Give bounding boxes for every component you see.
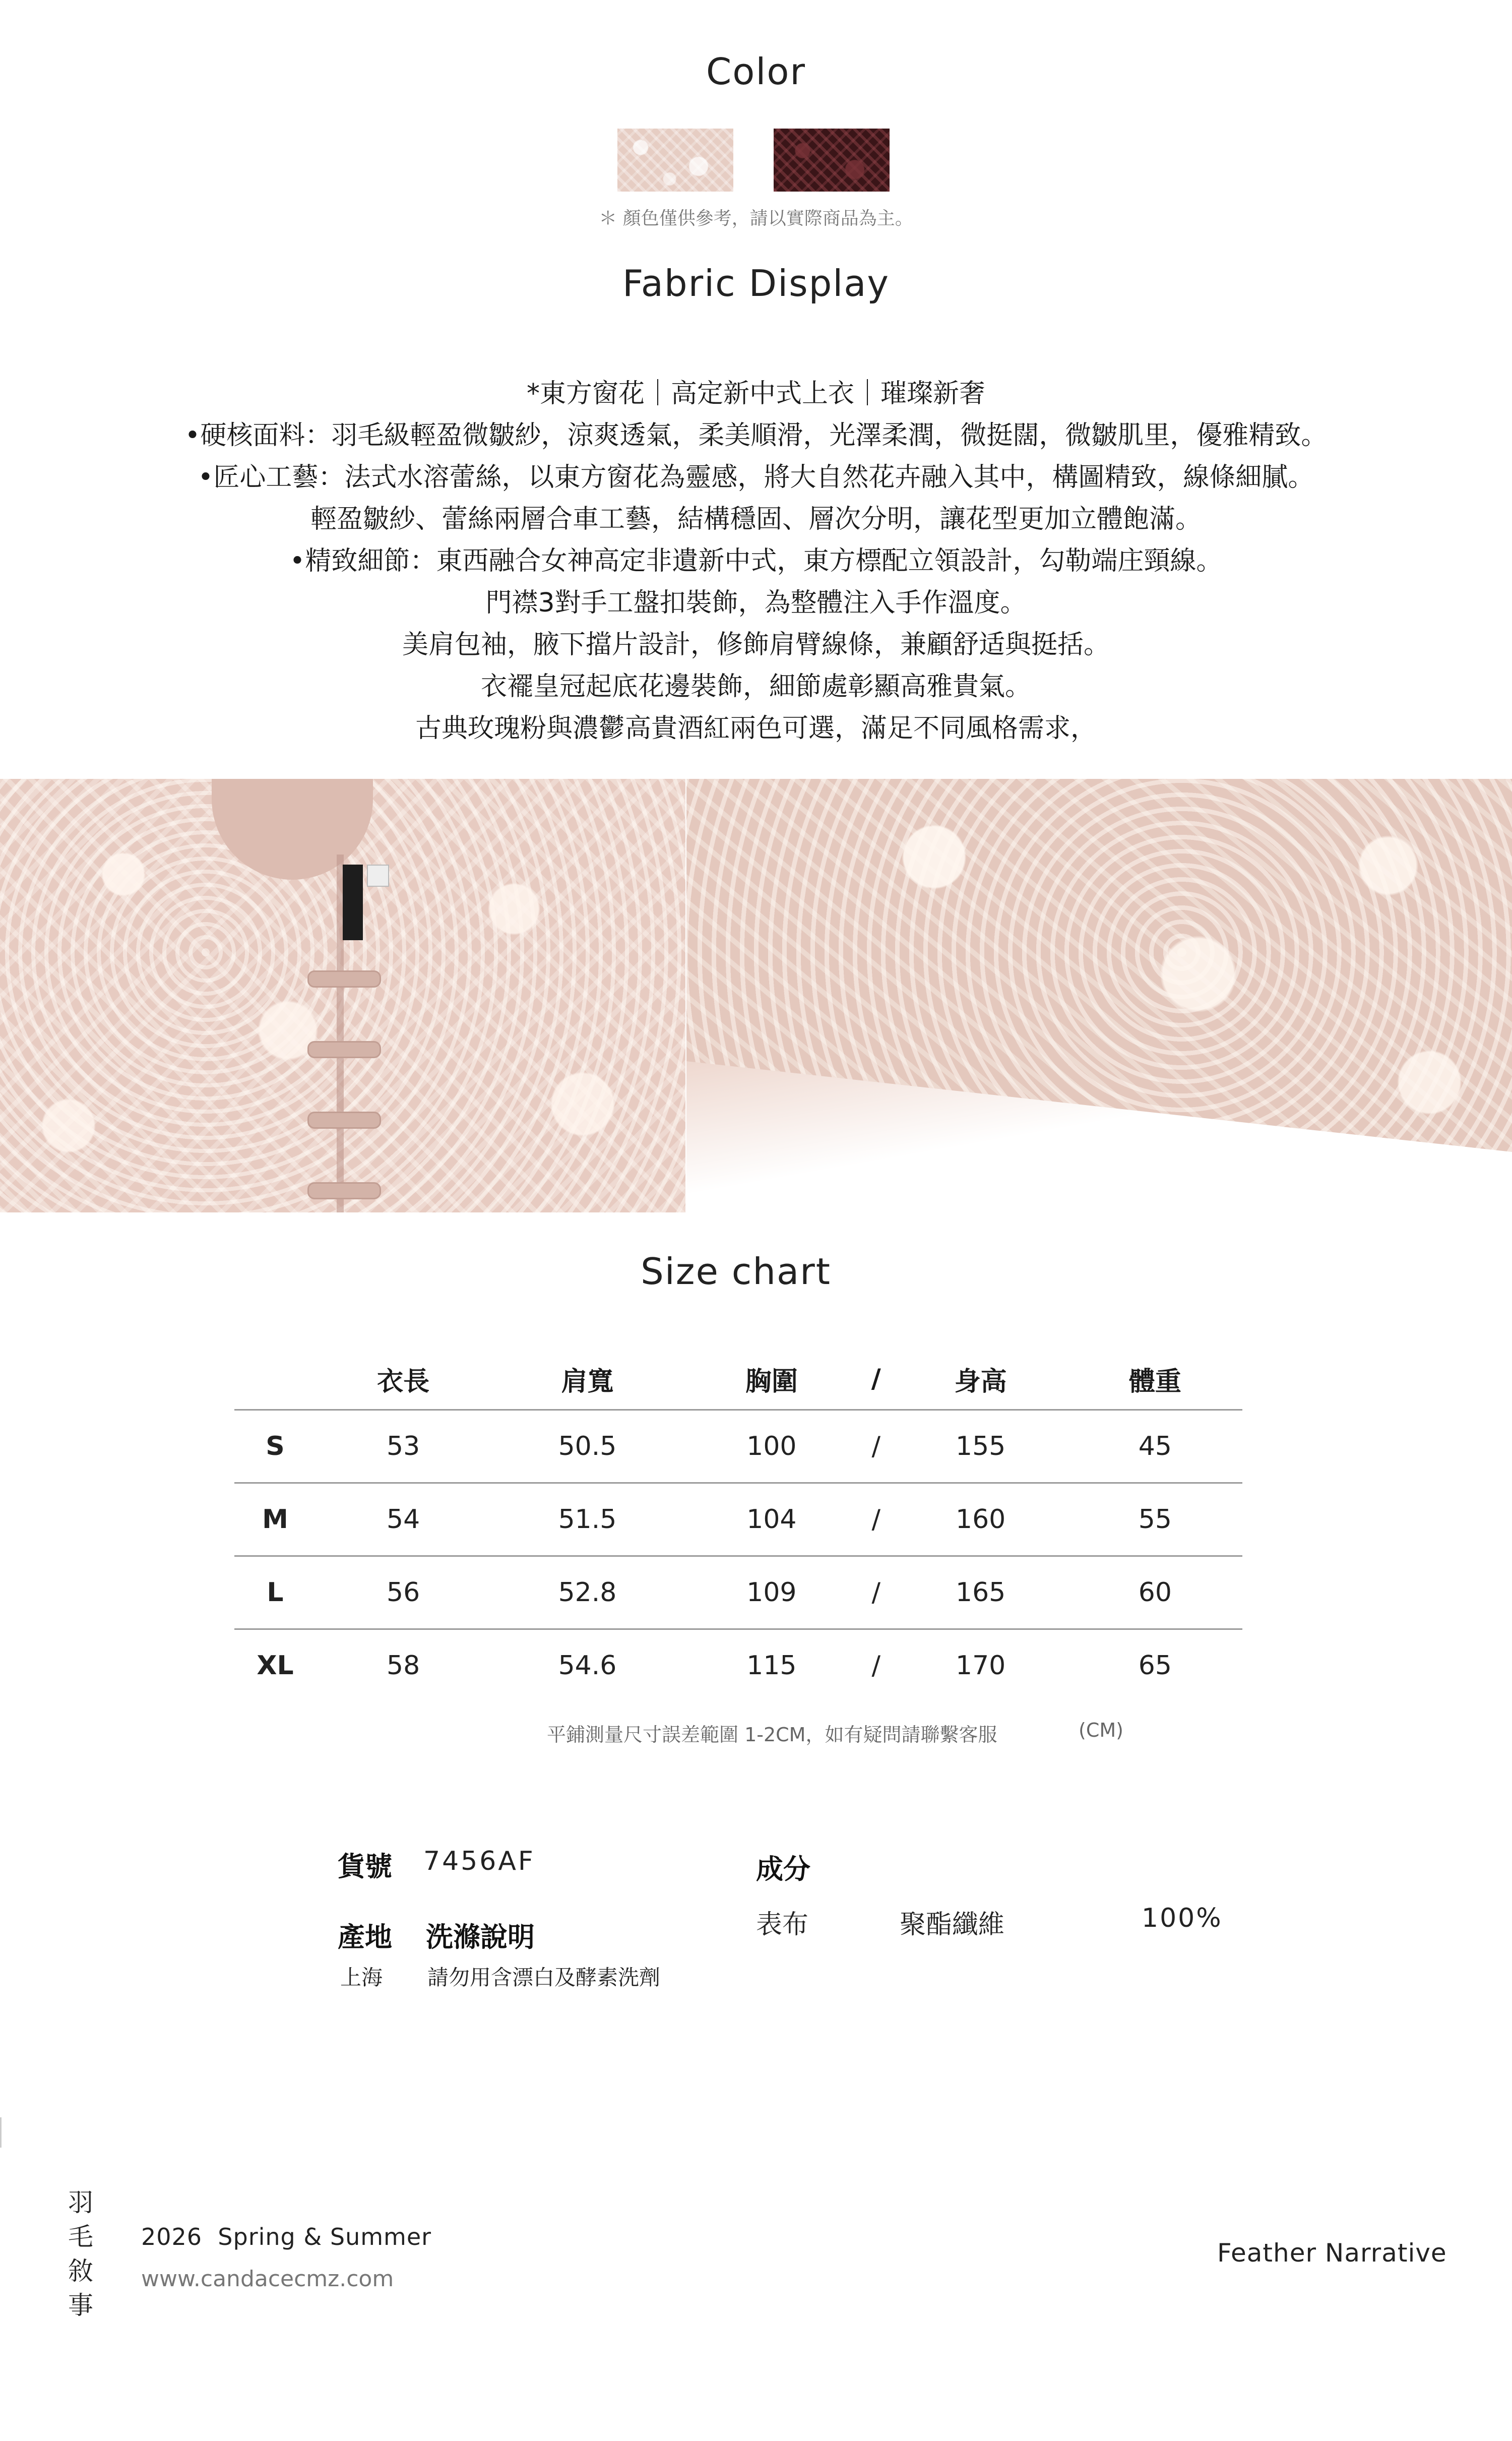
desc-line: 美肩包袖，腋下擋片設計，修飾肩臂線條，兼顧舒适與挺括。 (402, 630, 1110, 660)
header-weight: 體重 (1128, 1366, 1181, 1397)
care-value: 請勿用含漂白及酵素洗劑 (427, 1965, 661, 1990)
color-note: ＊ 顏色僅供參考，請以實際商品為主。 (599, 208, 913, 229)
desc-line: 門襟3對手工盤扣裝飾，為整體注入手作溫度。 (485, 588, 1027, 618)
header-length: 衣長 (377, 1366, 430, 1397)
cell: 60 (1138, 1577, 1172, 1608)
cell: 53 (387, 1431, 420, 1461)
color-title: Color (706, 50, 806, 93)
cell: 115 (746, 1651, 797, 1681)
header-size (234, 1349, 316, 1410)
size-label: S (266, 1431, 285, 1461)
size-label: L (267, 1577, 284, 1608)
cell: 100 (746, 1431, 797, 1461)
cell: 51.5 (558, 1504, 617, 1535)
table-row (234, 1410, 1242, 1483)
brand-char: 事 (68, 2291, 93, 2320)
side-mark (0, 2117, 2, 2148)
composition-percent: 100% (1142, 1903, 1223, 1933)
composition-part: 表布 (756, 1910, 809, 1940)
desc-line: •精致細節：東西融合女神高定非遺新中式，東方標配立領設計，勾勒端庄頸線。 (289, 546, 1223, 576)
header-chest: 胸圍 (745, 1366, 798, 1397)
origin-label: 產地 (338, 1921, 392, 1953)
care-label: 洗滌說明 (426, 1921, 535, 1953)
cell: 109 (746, 1577, 797, 1608)
cell: 104 (746, 1504, 797, 1535)
header-shoulder: 肩寬 (561, 1366, 614, 1397)
header-divider: / (871, 1364, 881, 1394)
pink-swatch[interactable] (617, 129, 733, 192)
cell: 50.5 (558, 1431, 617, 1461)
item-number-value: 7456AF (423, 1846, 535, 1876)
desc-line: *東方窗花｜高定新中式上衣｜璀璨新奢 (526, 379, 985, 409)
origin-value: 上海 (340, 1965, 383, 1990)
size-chart-title: Size chart (641, 1250, 831, 1293)
cell: / (871, 1431, 881, 1461)
cell: 155 (956, 1431, 1006, 1461)
table-row (234, 1483, 1242, 1556)
hem-detail-photo (686, 779, 1512, 1212)
brand-char: 羽 (68, 2188, 93, 2217)
measurement-note: 平鋪測量尺寸誤差範圍 1-2CM，如有疑問請聯繫客服 (547, 1724, 997, 1746)
cell: / (871, 1651, 881, 1681)
front-detail-photo (0, 779, 685, 1212)
fabric-description (0, 373, 1512, 750)
composition-label: 成分 (756, 1853, 810, 1885)
brand-char: 毛 (68, 2222, 93, 2251)
cell: 65 (1138, 1651, 1172, 1681)
brand-vertical-logo (66, 2185, 96, 2323)
cell: 54 (387, 1504, 420, 1535)
cell: 54.6 (558, 1651, 617, 1681)
wine-swatch[interactable] (774, 129, 890, 192)
cell: / (871, 1577, 881, 1608)
cell: / (871, 1504, 881, 1535)
item-number-label: 貨號 (338, 1851, 392, 1882)
cell: 170 (956, 1651, 1006, 1681)
cell: 45 (1138, 1431, 1172, 1461)
desc-line: •硬核面料：羽毛級輕盈微皺紗，涼爽透氣，柔美順滑，光澤柔潤，微挺闊，微皺肌里，優雅精致。 (184, 420, 1328, 451)
size-table-header (234, 1349, 1242, 1410)
brand-tagline: Feather Narrative (1217, 2238, 1447, 2268)
desc-line: 輕盈皺紗、蕾絲兩層合車工藝，結構穩固、層次分明，讓花型更加立體飽滿。 (310, 504, 1202, 534)
website-link[interactable]: www.candacecmz.com (141, 2266, 394, 2292)
cell: 165 (956, 1577, 1006, 1608)
header-height: 身高 (954, 1366, 1007, 1397)
measurement-unit: (CM) (1079, 1719, 1123, 1741)
size-table (234, 1349, 1242, 1701)
cell: 55 (1138, 1504, 1172, 1535)
desc-line: 古典玫瑰粉與濃鬱高貴酒紅兩色可選，滿足不同風格需求， (415, 713, 1097, 744)
composition-material: 聚酯纖維 (900, 1910, 1005, 1940)
cell: 58 (387, 1651, 420, 1681)
fabric-title: Fabric Display (622, 262, 890, 304)
table-row (234, 1629, 1242, 1702)
cell: 56 (387, 1577, 420, 1608)
desc-line: •匠心工藝：法式水溶蕾絲，以東方窗花為靈感，將大自然花卉融入其中，構圖精致，線條細膩。 (198, 462, 1314, 493)
cell: 52.8 (558, 1577, 617, 1608)
table-row (234, 1556, 1242, 1629)
size-label: M (262, 1504, 288, 1535)
season-text: 2026 Spring & Summer (141, 2223, 432, 2250)
desc-line: 衣襬皇冠起底花邊裝飾，細節處彰顯高雅貴氣。 (480, 672, 1031, 702)
size-label: XL (257, 1651, 294, 1681)
cell: 160 (956, 1504, 1006, 1535)
brand-char: 敘 (68, 2256, 93, 2286)
